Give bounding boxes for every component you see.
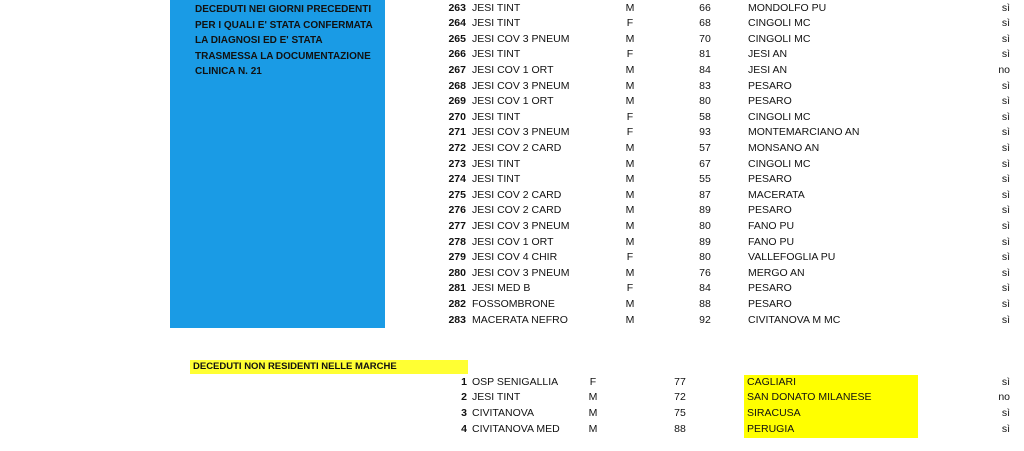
flag-cell: sì (1001, 141, 1010, 154)
row-number: 269 (448, 95, 466, 108)
row-number: 267 (448, 63, 466, 76)
flag-cell: sì (1001, 282, 1010, 295)
table-row (0, 281, 1024, 297)
caption-line: TRASMESSA LA DOCUMENTAZIONE (195, 50, 371, 62)
row-number: 1 (461, 375, 467, 388)
age-cell: 81 (699, 48, 711, 61)
city-cell: PESARO (748, 297, 792, 310)
city-cell: JESI AN (748, 63, 788, 76)
age-cell: 84 (699, 63, 711, 76)
table-row (0, 110, 1024, 126)
sex-cell: M (625, 1, 635, 14)
sex-cell: M (588, 422, 598, 435)
age-cell: 80 (699, 251, 711, 264)
flag-cell: sì (1001, 219, 1010, 232)
table-row (0, 313, 1024, 329)
flag-cell: sì (1001, 251, 1010, 264)
table-row (0, 63, 1024, 79)
age-cell: 83 (699, 79, 711, 92)
flag-cell: sì (1001, 32, 1010, 45)
city-cell: MACERATA (748, 188, 805, 201)
sex-cell: M (625, 235, 635, 248)
row-number: 270 (448, 110, 466, 123)
sex-cell: M (625, 157, 635, 170)
city-cell: FANO PU (748, 235, 795, 248)
hospital-cell: JESI COV 3 PNEUM (472, 32, 570, 45)
sex-cell: F (626, 282, 634, 295)
city-cell: CINGOLI MC (748, 17, 811, 30)
age-cell: 89 (699, 235, 711, 248)
sex-cell: M (625, 204, 635, 217)
flag-cell: no (998, 63, 1010, 76)
flag-cell: sì (1001, 1, 1010, 14)
table-row (0, 1, 1024, 17)
hospital-cell: JESI COV 2 CARD (472, 204, 562, 217)
hospital-cell: JESI TINT (472, 110, 521, 123)
row-number: 268 (448, 79, 466, 92)
table-row (0, 406, 1024, 422)
row-number: 263 (448, 1, 466, 14)
flag-cell: sì (1001, 235, 1010, 248)
flag-cell: sì (1001, 79, 1010, 92)
age-cell: 70 (699, 32, 711, 45)
age-cell: 84 (699, 282, 711, 295)
age-cell: 66 (699, 1, 711, 14)
table-row (0, 219, 1024, 235)
city-cell: SAN DONATO MILANESE (744, 390, 918, 406)
table-row (0, 79, 1024, 95)
hospital-cell: JESI COV 1 ORT (472, 95, 554, 108)
age-cell: 88 (699, 297, 711, 310)
table-row (0, 422, 1024, 438)
city-cell: MONTEMARCIANO AN (748, 126, 860, 139)
hospital-cell: JESI COV 2 CARD (472, 141, 562, 154)
hospital-cell: JESI TINT (472, 391, 521, 404)
table-row (0, 235, 1024, 251)
table-row (0, 172, 1024, 188)
flag-cell: sì (1001, 375, 1010, 388)
flag-cell: no (998, 391, 1010, 404)
table-row (0, 141, 1024, 157)
table-row (0, 390, 1024, 406)
sex-cell: F (626, 110, 634, 123)
sex-cell: F (626, 251, 634, 264)
flag-cell: sì (1001, 204, 1010, 217)
sex-cell: M (588, 391, 598, 404)
flag-cell: sì (1001, 17, 1010, 30)
age-cell: 92 (699, 313, 711, 326)
table-row (0, 16, 1024, 32)
hospital-cell: JESI TINT (472, 48, 521, 61)
flag-cell: sì (1001, 188, 1010, 201)
age-cell: 76 (699, 266, 711, 279)
table-row (0, 125, 1024, 141)
age-cell: 87 (699, 188, 711, 201)
city-cell: FANO PU (748, 219, 795, 232)
table-row (0, 250, 1024, 266)
flag-cell: sì (1001, 313, 1010, 326)
row-number: 274 (448, 173, 466, 186)
age-cell: 55 (699, 173, 711, 186)
row-number: 279 (448, 251, 466, 264)
row-number: 275 (448, 188, 466, 201)
caption-line: CLINICA N. 21 (195, 66, 262, 77)
city-cell: CINGOLI MC (748, 110, 811, 123)
city-cell: SIRACUSA (744, 406, 918, 422)
row-number: 266 (448, 48, 466, 61)
flag-cell: sì (1001, 173, 1010, 186)
table-row (0, 157, 1024, 173)
city-cell: CAGLIARI (744, 375, 918, 391)
age-cell: 77 (674, 375, 686, 388)
hospital-cell: MACERATA NEFRO (472, 313, 568, 326)
sex-cell: M (625, 95, 635, 108)
hospital-cell: JESI TINT (472, 1, 521, 14)
sex-cell: F (626, 48, 634, 61)
hospital-cell: FOSSOMBRONE (472, 297, 555, 310)
flag-cell: sì (1001, 407, 1010, 420)
hospital-cell: JESI COV 3 PNEUM (472, 126, 570, 139)
hospital-cell: JESI MED B (472, 282, 531, 295)
city-cell: PERUGIA (744, 422, 918, 438)
sex-cell: M (625, 266, 635, 279)
age-cell: 67 (699, 157, 711, 170)
sex-cell: M (625, 297, 635, 310)
sex-cell: M (625, 313, 635, 326)
row-number: 277 (448, 219, 466, 232)
city-cell: MONDOLFO PU (748, 1, 827, 14)
table-row (0, 266, 1024, 282)
sex-cell: F (626, 126, 634, 139)
non-residents-header: DECEDUTI NON RESIDENTI NELLE MARCHE (190, 360, 468, 374)
age-cell: 93 (699, 126, 711, 139)
age-cell: 88 (674, 422, 686, 435)
city-cell: PESARO (748, 282, 792, 295)
city-cell: MONSANO AN (748, 141, 820, 154)
age-cell: 68 (699, 17, 711, 30)
row-number: 264 (448, 17, 466, 30)
row-number: 265 (448, 32, 466, 45)
age-cell: 89 (699, 204, 711, 217)
age-cell: 80 (699, 95, 711, 108)
row-number: 2 (461, 391, 467, 404)
row-number: 273 (448, 157, 466, 170)
flag-cell: sì (1001, 48, 1010, 61)
row-number: 283 (448, 313, 466, 326)
city-cell: VALLEFOGLIA PU (748, 251, 836, 264)
flag-cell: sì (1001, 95, 1010, 108)
caption-line: LA DIAGNOSI ED E' STATA (195, 35, 323, 46)
sex-cell: M (625, 219, 635, 232)
table-row (0, 297, 1024, 313)
hospital-cell: JESI TINT (472, 157, 521, 170)
row-number: 282 (448, 297, 466, 310)
flag-cell: sì (1001, 110, 1010, 123)
age-cell: 57 (699, 141, 711, 154)
flag-cell: sì (1001, 126, 1010, 139)
city-cell: JESI AN (748, 48, 788, 61)
table-row (0, 203, 1024, 219)
hospital-cell: JESI COV 3 PNEUM (472, 219, 570, 232)
sex-cell: F (589, 375, 597, 388)
caption-line: DECEDUTI NEI GIORNI PRECEDENTI (195, 4, 372, 15)
sex-cell: M (625, 63, 635, 76)
sex-cell: M (625, 173, 635, 186)
city-cell: PESARO (748, 95, 792, 108)
sex-cell: M (625, 141, 635, 154)
caption-line: PER I QUALI E' STATA CONFERMATA (195, 19, 373, 31)
city-cell: CIVITANOVA M MC (748, 313, 841, 326)
row-number: 272 (448, 141, 466, 154)
flag-cell: sì (1001, 297, 1010, 310)
city-cell: CINGOLI MC (748, 157, 811, 170)
city-cell: PESARO (748, 79, 792, 92)
hospital-cell: JESI TINT (472, 17, 521, 30)
sex-cell: F (626, 17, 634, 30)
hospital-cell: CIVITANOVA MED (472, 422, 560, 435)
row-number: 281 (448, 282, 466, 295)
row-number: 280 (448, 266, 466, 279)
table-row (0, 47, 1024, 63)
hospital-cell: JESI COV 1 ORT (472, 235, 554, 248)
sex-cell: M (625, 32, 635, 45)
sex-cell: M (625, 188, 635, 201)
row-number: 4 (461, 422, 467, 435)
hospital-cell: JESI COV 4 CHIR (472, 251, 558, 264)
table-row (0, 375, 1024, 391)
age-cell: 75 (674, 407, 686, 420)
hospital-cell: JESI TINT (472, 173, 521, 186)
row-number: 3 (461, 407, 467, 420)
city-cell: PESARO (748, 204, 792, 217)
city-cell: PESARO (748, 173, 792, 186)
hospital-cell: OSP SENIGALLIA (472, 375, 559, 388)
flag-cell: sì (1001, 157, 1010, 170)
hospital-cell: JESI COV 2 CARD (472, 188, 562, 201)
table-row (0, 32, 1024, 48)
age-cell: 80 (699, 219, 711, 232)
table-row (0, 94, 1024, 110)
hospital-cell: JESI COV 3 PNEUM (472, 266, 570, 279)
hospital-cell: CIVITANOVA (472, 407, 535, 420)
sex-cell: M (588, 407, 598, 420)
table-row (0, 188, 1024, 204)
city-cell: CINGOLI MC (748, 32, 811, 45)
row-number: 278 (448, 235, 466, 248)
age-cell: 72 (674, 391, 686, 404)
row-number: 271 (448, 126, 466, 139)
hospital-cell: JESI COV 3 PNEUM (472, 79, 570, 92)
row-number: 276 (448, 204, 466, 217)
flag-cell: sì (1001, 266, 1010, 279)
flag-cell: sì (1001, 422, 1010, 435)
sex-cell: M (625, 79, 635, 92)
city-cell: MERGO AN (748, 266, 805, 279)
age-cell: 58 (699, 110, 711, 123)
hospital-cell: JESI COV 1 ORT (472, 63, 554, 76)
